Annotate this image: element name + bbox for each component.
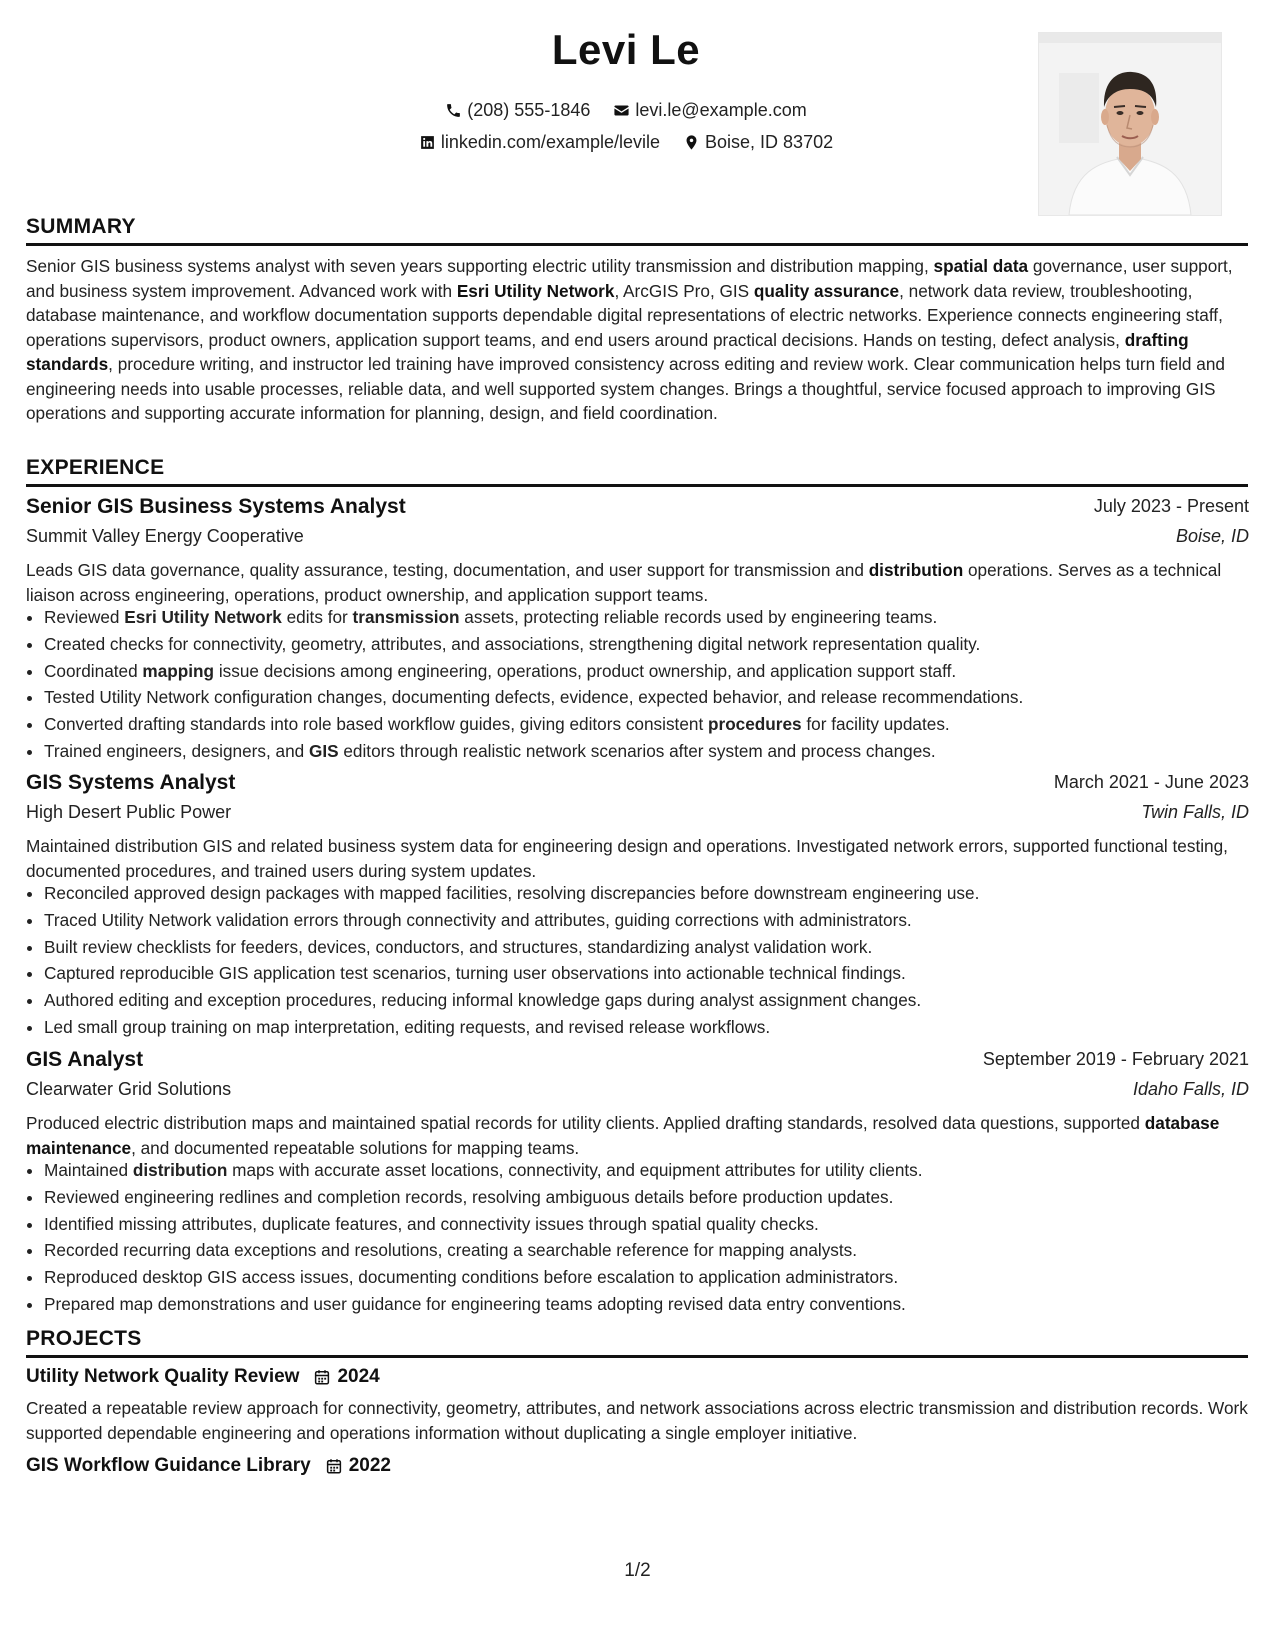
summary-text: Senior GIS business systems analyst with seven years supporting electric utility transmission and distribution mapping, [26,256,934,276]
summary-heading: SUMMARY [26,215,1248,246]
bullet-text: Converted drafting standards into role based workflow guides, giving editors consistent [44,714,708,735]
job-company: High Desert Public Power [26,802,232,822]
phone-contact[interactable] [445,100,590,121]
page-number: 1/2 [624,1560,651,1581]
bullet-text: Tested Utility Network configuration changes, documenting defects, evidence, expected behavior, and release recommendations. [44,687,1024,708]
summary-bold: spatial data [933,256,1029,276]
bullet-item [44,1211,1268,1238]
bullet-text: maps with accurate asset locations, connectivity, and equipment attributes for utility clients. [227,1160,923,1180]
job-dates: March 2021 - June 2023 [1053,772,1249,792]
bullet-item [44,684,1268,711]
description-text: Maintained distribution GIS and related business system data for engineering design and operations. Investigated network errors, supported functional testing, documented procedures, and trained users during system updates. [26,836,1228,881]
bullet-text: Captured reproducible GIS application test scenarios, turning user observations into actionable technical findings. [44,963,906,984]
summary-bold: quality assurance [753,280,900,301]
bullet-text: Led small group training on map interpretation, editing requests, and revised release workflows. [44,1016,771,1037]
phone-icon [445,102,462,119]
experience-heading: EXPERIENCE [26,456,1248,487]
linkedin-contact[interactable] [419,132,660,153]
bullet-text: Reproduced desktop GIS access issues, documenting conditions before escalation to application administrators. [44,1267,899,1288]
bullet-text: assets, protecting reliable records used by engineering teams. [459,607,938,627]
project-title: GIS Workflow Guidance Library [26,1455,311,1476]
bullet-text: edits for [281,607,353,627]
job-description [26,1111,1250,1160]
bullet-text: issue decisions among engineering, operations, product ownership, and application support staff. [214,660,957,681]
job-company: Clearwater Grid Solutions [26,1079,232,1099]
job-bullets [26,880,1268,1041]
summary-text: , ArcGIS Pro, GIS [614,280,754,301]
bullet-bold: Esri Utility Network [124,607,282,627]
bullet-text: Maintained [44,1160,133,1180]
project-title-row [26,1455,391,1477]
job-bullets [26,604,1268,765]
bullet-text: Reviewed [44,607,125,627]
bullet-text: for facility updates. [801,714,950,735]
project-description: Created a repeatable review approach for connectivity, geometry, attributes, and network associations across electric transmission and distribution records. Work supported dependable engineering and operations information without duplicating a single employer initiative. [26,1398,1248,1443]
description-text: Produced electric distribution maps and maintained spatial records for utility clients. Applied drafting standards, resolved data questions, supported [26,1113,1145,1133]
summary-bold: drafting standards [26,329,1189,374]
map-pin-icon [683,134,700,151]
bullet-text: Identified missing attributes, duplicate features, and connectivity issues through spatial quality checks. [44,1213,819,1234]
project-year: 2022 [348,1455,391,1476]
location-text: Boise, ID 83702 [705,132,834,152]
job-title: Senior GIS Business Systems Analyst [26,495,406,518]
bullet-item [44,960,1268,987]
linkedin-text: linkedin.com/example/levile [440,132,660,152]
job-bullets [26,1157,1268,1318]
summary-text [26,254,1250,426]
summary-text: governance, user support, and business system improvement. Advanced work with [26,256,1233,301]
bullet-item [44,987,1268,1014]
job-company: Summit Valley Energy Cooperative [26,526,304,546]
project-title: Utility Network Quality Review [26,1366,300,1387]
bullet-item [44,1264,1268,1291]
bullet-text: Created checks for connectivity, geometry, attributes, and associations, strengthening digital network representation quality. [44,633,981,654]
job-dates: July 2023 - Present [1093,496,1249,516]
projects-heading: PROJECTS [26,1327,1248,1358]
bullet-bold: procedures [708,714,802,735]
bullet-item [44,711,1268,738]
bullet-item [44,907,1268,934]
calendar-icon [325,1457,343,1475]
bullet-text: Recorded recurring data exceptions and resolutions, creating a searchable reference for mapping analysts. [44,1240,858,1261]
email-contact[interactable] [613,100,806,121]
bullet-text: Coordinated [44,660,143,681]
bullet-bold: distribution [132,1160,228,1180]
profile-photo [1038,32,1222,216]
bullet-item [44,738,1268,765]
job-description [26,558,1250,607]
bullet-item [44,1291,1268,1318]
job-title: GIS Analyst [26,1048,144,1071]
job-location: Twin Falls, ID [1141,802,1249,822]
project-title-row [26,1366,380,1388]
bullet-text: Reconciled approved design packages with mapped facilities, resolving discrepancies before downstream engineering use. [44,883,980,903]
description-bold: distribution [868,560,964,580]
bullet-text: Prepared map demonstrations and user guidance for engineering teams adopting revised data entry conventions. [44,1293,906,1314]
bullet-bold: transmission [352,607,460,627]
summary-bold: Esri Utility Network [456,280,615,301]
envelope-icon [613,102,630,119]
bullet-item [44,604,1268,631]
location-contact [683,132,833,153]
project-year: 2024 [337,1366,380,1387]
job-description [26,834,1250,883]
profile-photo-image [1039,33,1221,215]
phone-text: (208) 555-1846 [467,100,591,120]
bullet-item [44,1184,1268,1211]
bullet-text: Built review checklists for feeders, devices, conductors, and structures, standardizing analyst validation work. [44,936,873,957]
bullet-item [44,1014,1268,1041]
bullet-item [44,1237,1268,1264]
bullet-item [44,880,1268,907]
calendar-icon [313,1368,331,1386]
job-title: GIS Systems Analyst [26,771,236,794]
linkedin-icon [419,134,436,151]
bullet-text: Trained engineers, designers, and [44,740,309,761]
description-text: Leads GIS data governance, quality assurance, testing, documentation, and user support for transmission and [26,560,869,580]
candidate-name: Levi Le [551,26,701,73]
description-text: , and documented repeatable solutions for mapping teams. [131,1137,580,1158]
bullet-bold: GIS [308,740,339,761]
bullet-text: editors through realistic network scenarios after system and process changes. [338,740,936,761]
bullet-item [44,1157,1268,1184]
job-location: Boise, ID [1175,526,1249,546]
job-location: Idaho Falls, ID [1132,1079,1249,1099]
bullet-item [44,934,1268,961]
description-bold: database maintenance [26,1113,1220,1158]
bullet-item [44,658,1268,685]
bullet-bold: mapping [142,660,215,681]
email-text: levi.le@example.com [635,100,807,120]
summary-text: , procedure writing, and instructor led training have improved consistency across editing and review work. Clear communication helps turn field and engineering needs into usable processes, reliable data, and well supported system changes. Brings a thoughtful, service focused approach to improving GIS operations and supporting accurate information for planning, design, and field coordination. [26,354,1225,423]
job-dates: September 2019 - February 2021 [982,1049,1249,1069]
summary-text: , network data review, troubleshooting, database maintenance, and workflow documentation supports dependable digital representations of electric networks. Experience connects engineering staff, operations supervisors, product owners, application support teams, and end users around practical decisions. Hands on testing, defect analysis, [26,280,1223,350]
bullet-text: Reviewed engineering redlines and completion records, resolving ambiguous details before production updates. [44,1186,894,1207]
description-text: operations. Serves as a technical liaison across engineering, operations, product ownership, and application support teams. [26,560,1222,605]
bullet-text: Traced Utility Network validation errors through connectivity and attributes, guiding corrections with administrators. [44,909,912,930]
bullet-item [44,631,1268,658]
bullet-text: Authored editing and exception procedures, reducing informal knowledge gaps during analyst assignment changes. [44,990,922,1011]
